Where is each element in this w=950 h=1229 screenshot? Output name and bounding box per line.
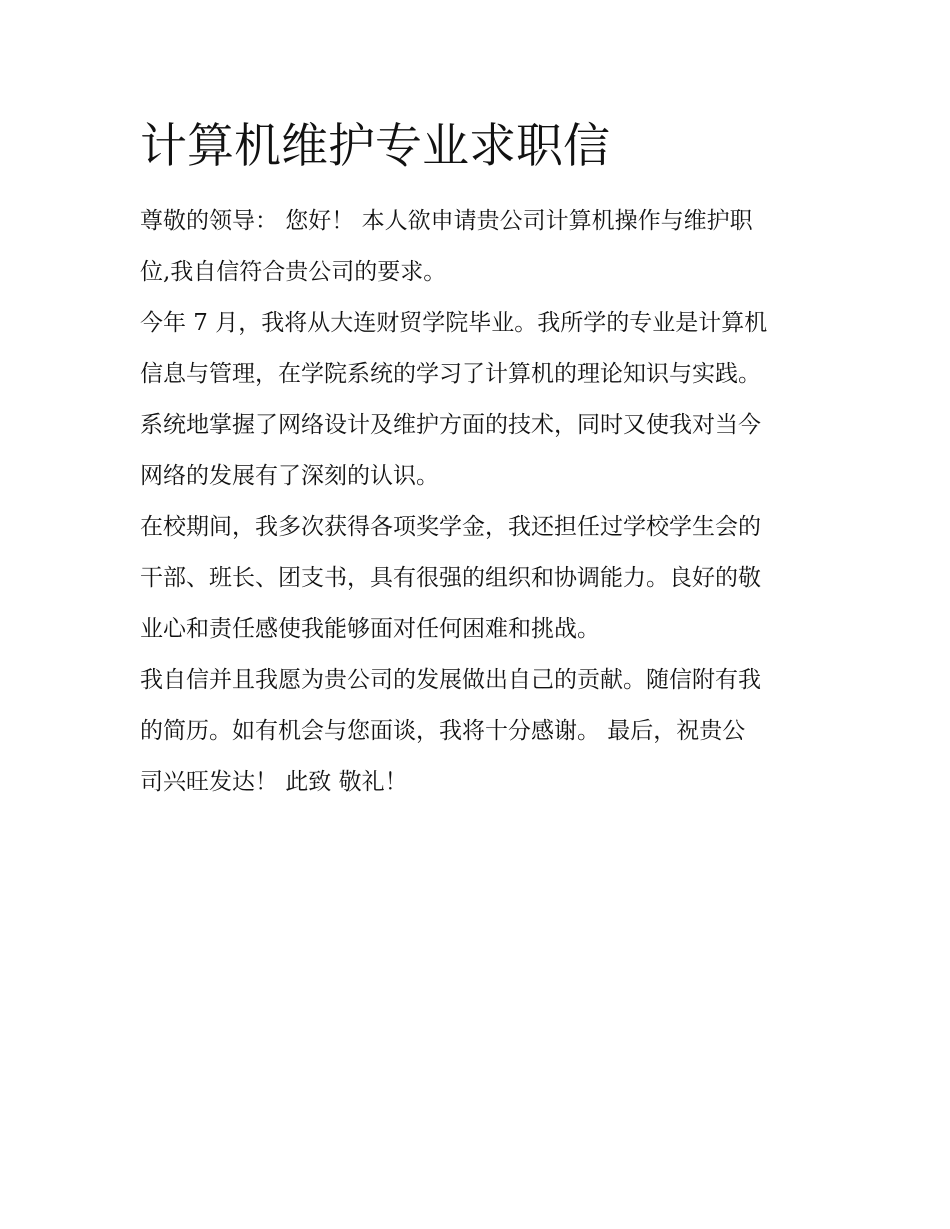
text-line: 在校期间，我多次获得各项奖学金，我还担任过学校学生会的 [140,514,761,540]
text-line: 我自信并且我愿为贵公司的发展做出自己的贡献。随信附有我 [140,667,761,693]
text-line: 位,我自信符合贵公司的要求。 [140,259,447,285]
text-line: 网络的发展有了深刻的认识。 [140,463,439,489]
text-line: 司兴旺发达！ 此致 敬礼！ [140,769,408,795]
text-line: 尊敬的领导： 您好！ 本人欲申请贵公司计算机操作与维护职 [140,208,753,234]
paragraph-campus-experience [140,502,820,655]
paragraph-education [140,298,820,502]
paragraph-closing [140,655,820,808]
text-line: 今年 7 月，我将从大连财贸学院毕业。我所学的专业是计算机 [140,310,768,336]
text-line: 信息与管理，在学院系统的学习了计算机的理论知识与实践。 [140,361,761,387]
text-line: 系统地掌握了网络设计及维护方面的技术，同时又使我对当今 [140,412,761,438]
letter-body [140,196,820,808]
text-line: 干部、班长、团支书，具有很强的组织和协调能力。良好的敬 [140,565,761,591]
paragraph-greeting [140,196,820,298]
document-title: 计算机维护专业求职信 [140,119,610,174]
text-line: 的简历。如有机会与您面谈，我将十分感谢。 最后，祝贵公 [140,718,746,744]
text-line: 业心和责任感使我能够面对任何困难和挑战。 [140,616,600,642]
